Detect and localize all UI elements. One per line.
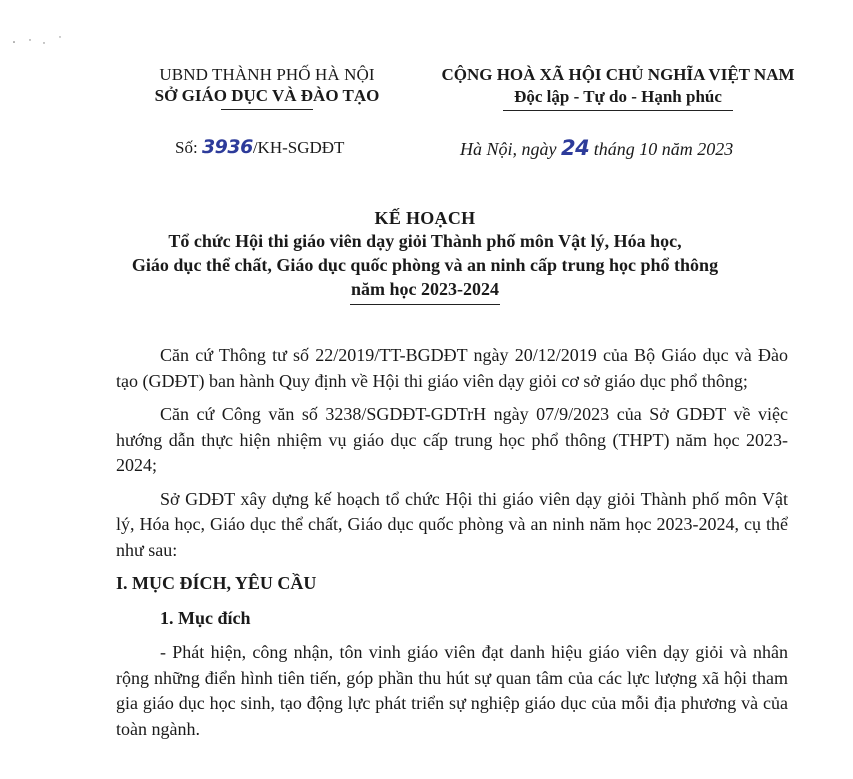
document-number: Số: 3936/KH-SGDĐT bbox=[175, 136, 345, 158]
subsection-heading: 1. Mục đích bbox=[160, 607, 251, 628]
title-underline bbox=[350, 304, 500, 305]
title-line-3: năm học 2023-2024 bbox=[351, 279, 499, 299]
agency-header bbox=[122, 64, 412, 110]
basis-paragraph-1: Căn cứ Thông tư số 22/2019/TT-BGDĐT ngày 20/12/2019 của Bộ Giáo dục và Đào tạo (GDĐT) ban hành Quy định về Hội thi giáo viên dạy giỏi cơ sở giáo dục phổ thông; bbox=[116, 345, 788, 391]
document-title bbox=[60, 207, 790, 305]
title-heading: KẾ HOẠCH bbox=[374, 208, 476, 228]
agency-underline bbox=[221, 109, 313, 110]
scan-specks bbox=[10, 28, 80, 48]
national-motto: Độc lập - Tự do - Hạnh phúc bbox=[514, 87, 722, 106]
intro-paragraph: Sở GDĐT xây dựng kế hoạch tổ chức Hội thi giáo viên dạy giỏi Thành phố môn Vật lý, Hóa học, Giáo dục thể chất, Giáo dục quốc phòng và an ninh năm học 2023-2024, cụ thể như sau: bbox=[116, 488, 788, 560]
national-header bbox=[428, 64, 808, 111]
motto-underline bbox=[503, 110, 733, 111]
handwritten-number: 3936 bbox=[201, 136, 253, 158]
purpose-paragraph: - Phát hiện, công nhận, tôn vinh giáo viên đạt danh hiệu giáo viên dạy giỏi và nhân rộng những điển hình tiên tiến, góp phần thu hút sự quan tâm của các lực lượng xã hội tham gia giáo dục học sinh, tạo động lực phát triển sự nghiệp giáo dục của mỗi địa phương và của toàn ngành. bbox=[116, 642, 788, 739]
document-date: Hà Nội, ngày 24 tháng 10 năm 2023 bbox=[460, 136, 734, 160]
title-line-2: Giáo dục thể chất, Giáo dục quốc phòng và an ninh cấp trung học phổ thông bbox=[131, 255, 719, 275]
department-name: SỞ GIÁO DỤC VÀ ĐÀO TẠO bbox=[154, 86, 380, 105]
handwritten-day: 24 bbox=[561, 136, 590, 160]
section-heading: I. MỤC ĐÍCH, YÊU CẦU bbox=[116, 573, 317, 593]
basis-paragraph-2: Căn cứ Công văn số 3238/SGDĐT-GDTrH ngày 07/9/2023 của Sở GDĐT về việc hướng dẫn thực hiện nhiệm vụ giáo dục cấp trung học phổ thông (THPT) năm học 2023-2024; bbox=[116, 404, 788, 475]
title-line-1: Tổ chức Hội thi giáo viên dạy giỏi Thành phố môn Vật lý, Hóa học, bbox=[168, 231, 682, 251]
agency-name: UBND THÀNH PHỐ HÀ NỘI bbox=[159, 65, 375, 84]
national-title: CỘNG HOÀ XÃ HỘI CHỦ NGHĨA VIỆT NAM bbox=[441, 65, 795, 84]
document-body bbox=[116, 343, 788, 750]
